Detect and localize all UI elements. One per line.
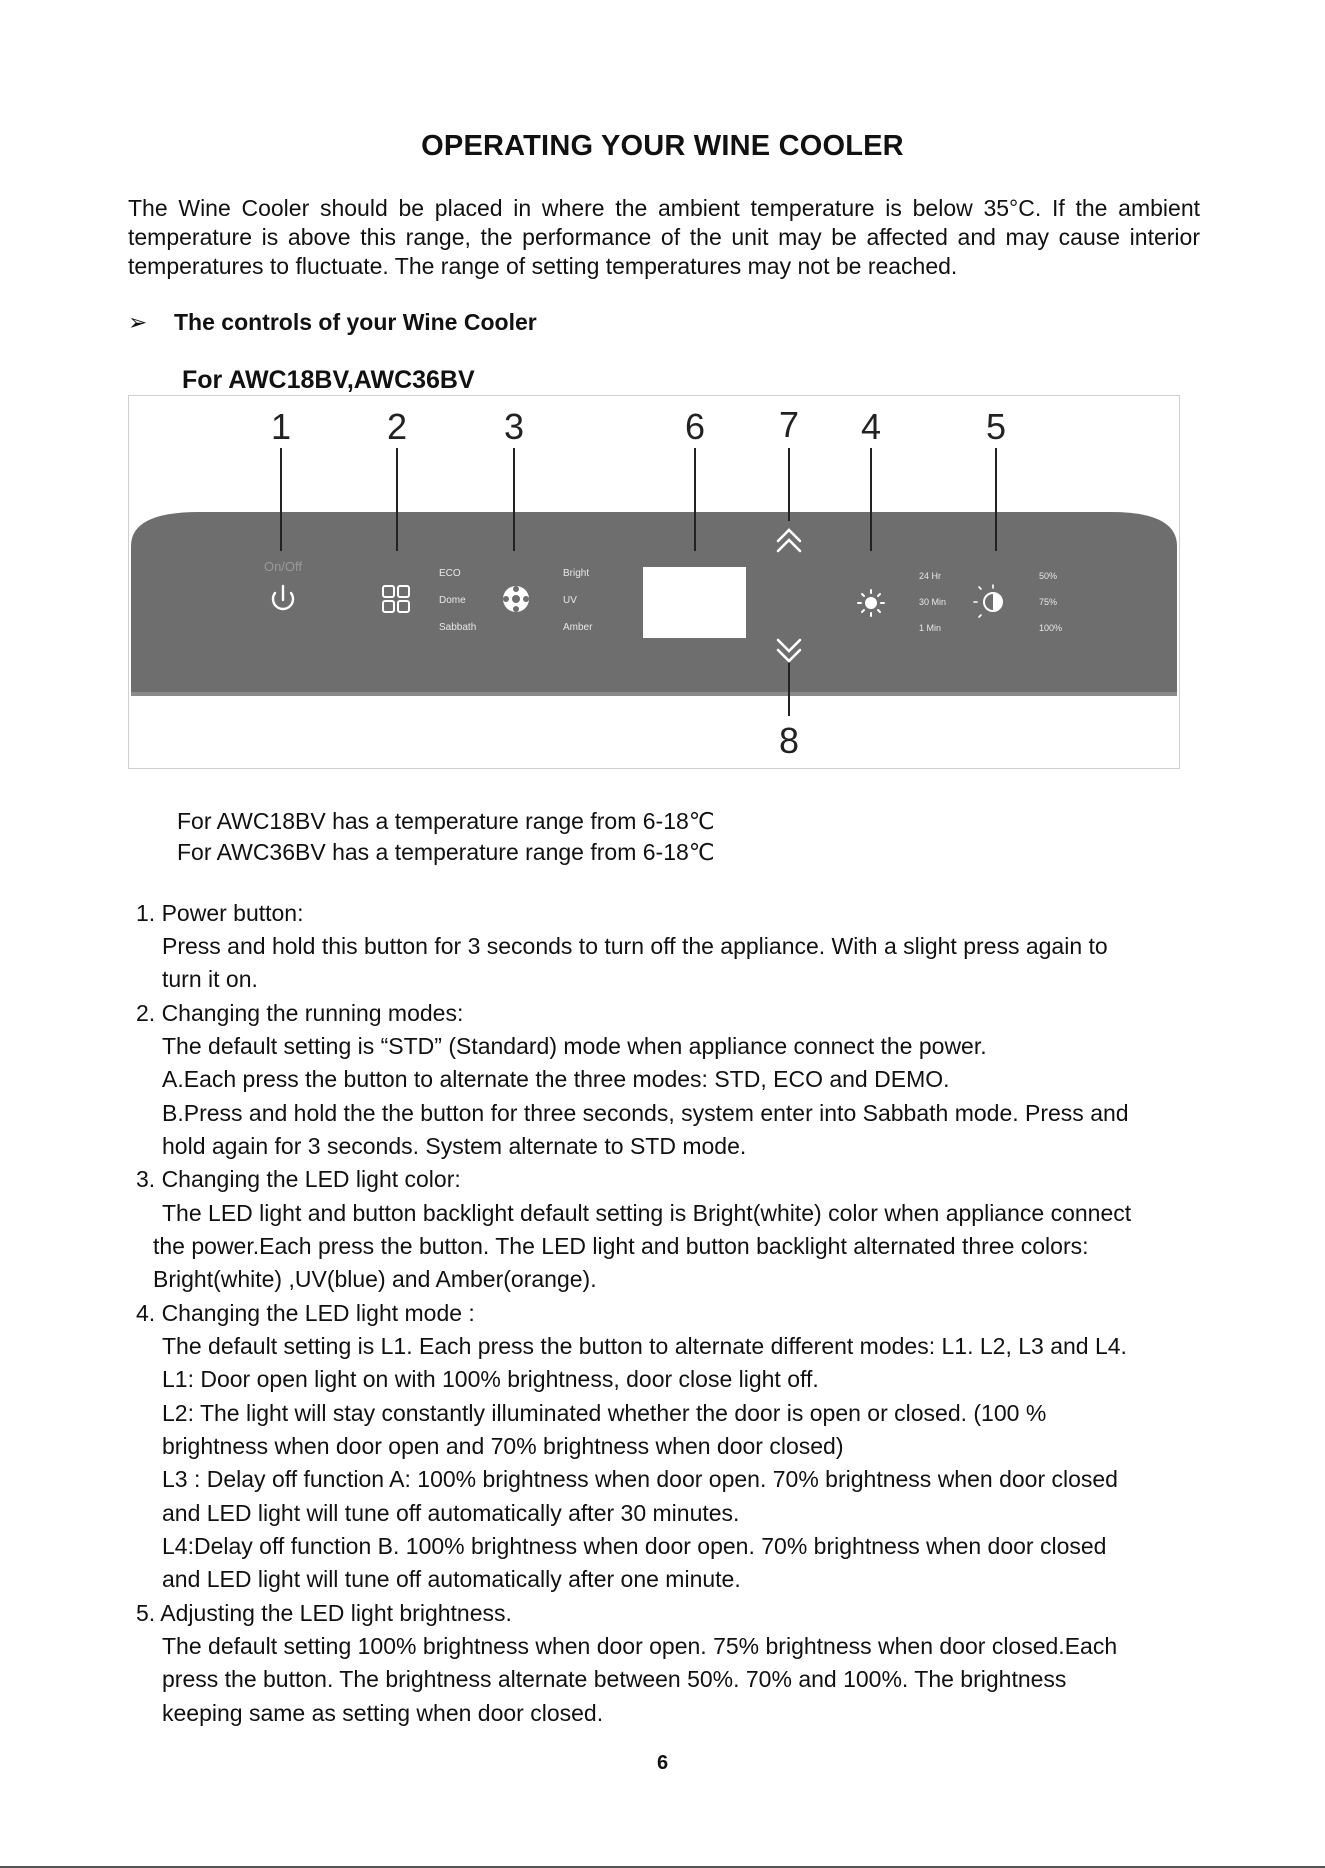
control-panel-diagram	[128, 395, 1180, 769]
range-awc36bv: For AWC36BV has a temperature range from 6-18℃	[177, 839, 715, 865]
brightness-label-100: 100%	[1039, 623, 1063, 633]
color-label-uv: UV	[563, 595, 577, 606]
panel-bottom-edge	[131, 692, 1177, 696]
controls-heading-text: The controls of your Wine Cooler	[174, 309, 537, 335]
control-panel-svg	[129, 396, 1181, 770]
list-item: 2. Changing the running modes:	[136, 1000, 464, 1026]
timer-label-1min: 1 Min	[919, 623, 942, 633]
list-item: L1: Door open light on with 100% brightness, door close light off.	[162, 1366, 819, 1392]
list-item: A.Each press the button to alternate the three modes: STD, ECO and DEMO.	[162, 1066, 950, 1092]
callout-6: 6	[684, 406, 706, 447]
list-item: B.Press and hold the the button for three seconds, system enter into Sabbath mode. Press and	[162, 1100, 1129, 1126]
list-item: turn it on.	[162, 966, 258, 992]
list-item: the power.Each press the button. The LED light and button backlight alternated three colors:	[153, 1233, 1089, 1259]
list-item: L4:Delay off function B. 100% brightness when door open. 70% brightness when door closed	[162, 1533, 1107, 1559]
list-item: 4. Changing the LED light mode :	[136, 1300, 475, 1326]
list-item: 1. Power button:	[136, 900, 304, 926]
list-item: L2: The light will stay constantly illuminated whether the door is open or closed. (100 %	[162, 1400, 1047, 1426]
list-item: press the button. The brightness alternate between 50%. 70% and 100%. The brightness	[162, 1666, 1067, 1692]
arrow-bullet-icon: ➢	[128, 309, 148, 335]
callout-8: 8	[778, 720, 800, 761]
led-color-icon[interactable]	[503, 586, 529, 612]
sun-icon[interactable]	[858, 590, 884, 616]
mode-label-sabbath: Sabbath	[439, 622, 477, 633]
model-title: For AWC18BV,AWC36BV	[182, 366, 475, 394]
callout-5: 5	[985, 406, 1007, 447]
display-screen	[643, 567, 746, 638]
onoff-label: On/Off	[263, 559, 303, 574]
list-item: 3. Changing the LED light color:	[136, 1166, 461, 1192]
list-item: L3 : Delay off function A: 100% brightness when door open. 70% brightness when door closed	[162, 1466, 1118, 1492]
callout-4: 4	[860, 406, 882, 447]
list-item: 5. Adjusting the LED light brightness.	[136, 1600, 512, 1626]
brightness-label-75: 75%	[1039, 597, 1058, 607]
list-item: The LED light and button backlight default setting is Bright(white) color when appliance connect	[162, 1200, 1132, 1226]
brightness-label-50: 50%	[1039, 571, 1058, 581]
list-item: and LED light will tune off automatically after one minute.	[162, 1566, 741, 1592]
intro-paragraph: The Wine Cooler should be placed in where the ambient temperature is below 35°C. If the ambient temperature is above this range, the performance of the unit may be affected and may cause interior temperatures to fluctuate. The range of setting temperatures may not be reached.	[128, 195, 1200, 279]
page-title: OPERATING YOUR WINE COOLER	[421, 130, 904, 162]
list-item: brightness when door open and 70% brightness when door closed)	[162, 1433, 844, 1459]
mode-label-eco: ECO	[439, 568, 461, 579]
controls-heading	[128, 309, 537, 336]
list-item: The default setting 100% brightness when door open. 75% brightness when door closed.Each	[162, 1633, 1118, 1659]
callout-3: 3	[503, 406, 525, 447]
color-label-bright: Bright	[563, 568, 590, 579]
page-number: 6	[656, 1752, 669, 1774]
list-item: The default setting is L1. Each press the button to alternate different modes: L1. L2, L3 and L4.	[162, 1333, 1127, 1359]
callout-2: 2	[386, 406, 408, 447]
range-awc18bv: For AWC18BV has a temperature range from 6-18℃	[177, 808, 715, 834]
timer-label-30min: 30 Min	[919, 597, 947, 607]
mode-label-dome: Dome	[439, 595, 466, 606]
list-item: Bright(white) ,UV(blue) and Amber(orange).	[153, 1266, 597, 1292]
color-label-amber: Amber	[563, 622, 593, 633]
list-item: hold again for 3 seconds. System alternate to STD mode.	[162, 1133, 747, 1159]
list-item: Press and hold this button for 3 seconds to turn off the appliance. With a slight press again to	[162, 933, 1108, 959]
list-item: and LED light will tune off automatically after 30 minutes.	[162, 1500, 740, 1526]
list-item: keeping same as setting when door closed.	[162, 1700, 604, 1726]
list-item: The default setting is “STD” (Standard) mode when appliance connect the power.	[162, 1033, 987, 1059]
callout-1: 1	[270, 406, 292, 447]
callout-7: 7	[778, 404, 800, 445]
timer-label-24hr: 24 Hr	[919, 571, 942, 581]
